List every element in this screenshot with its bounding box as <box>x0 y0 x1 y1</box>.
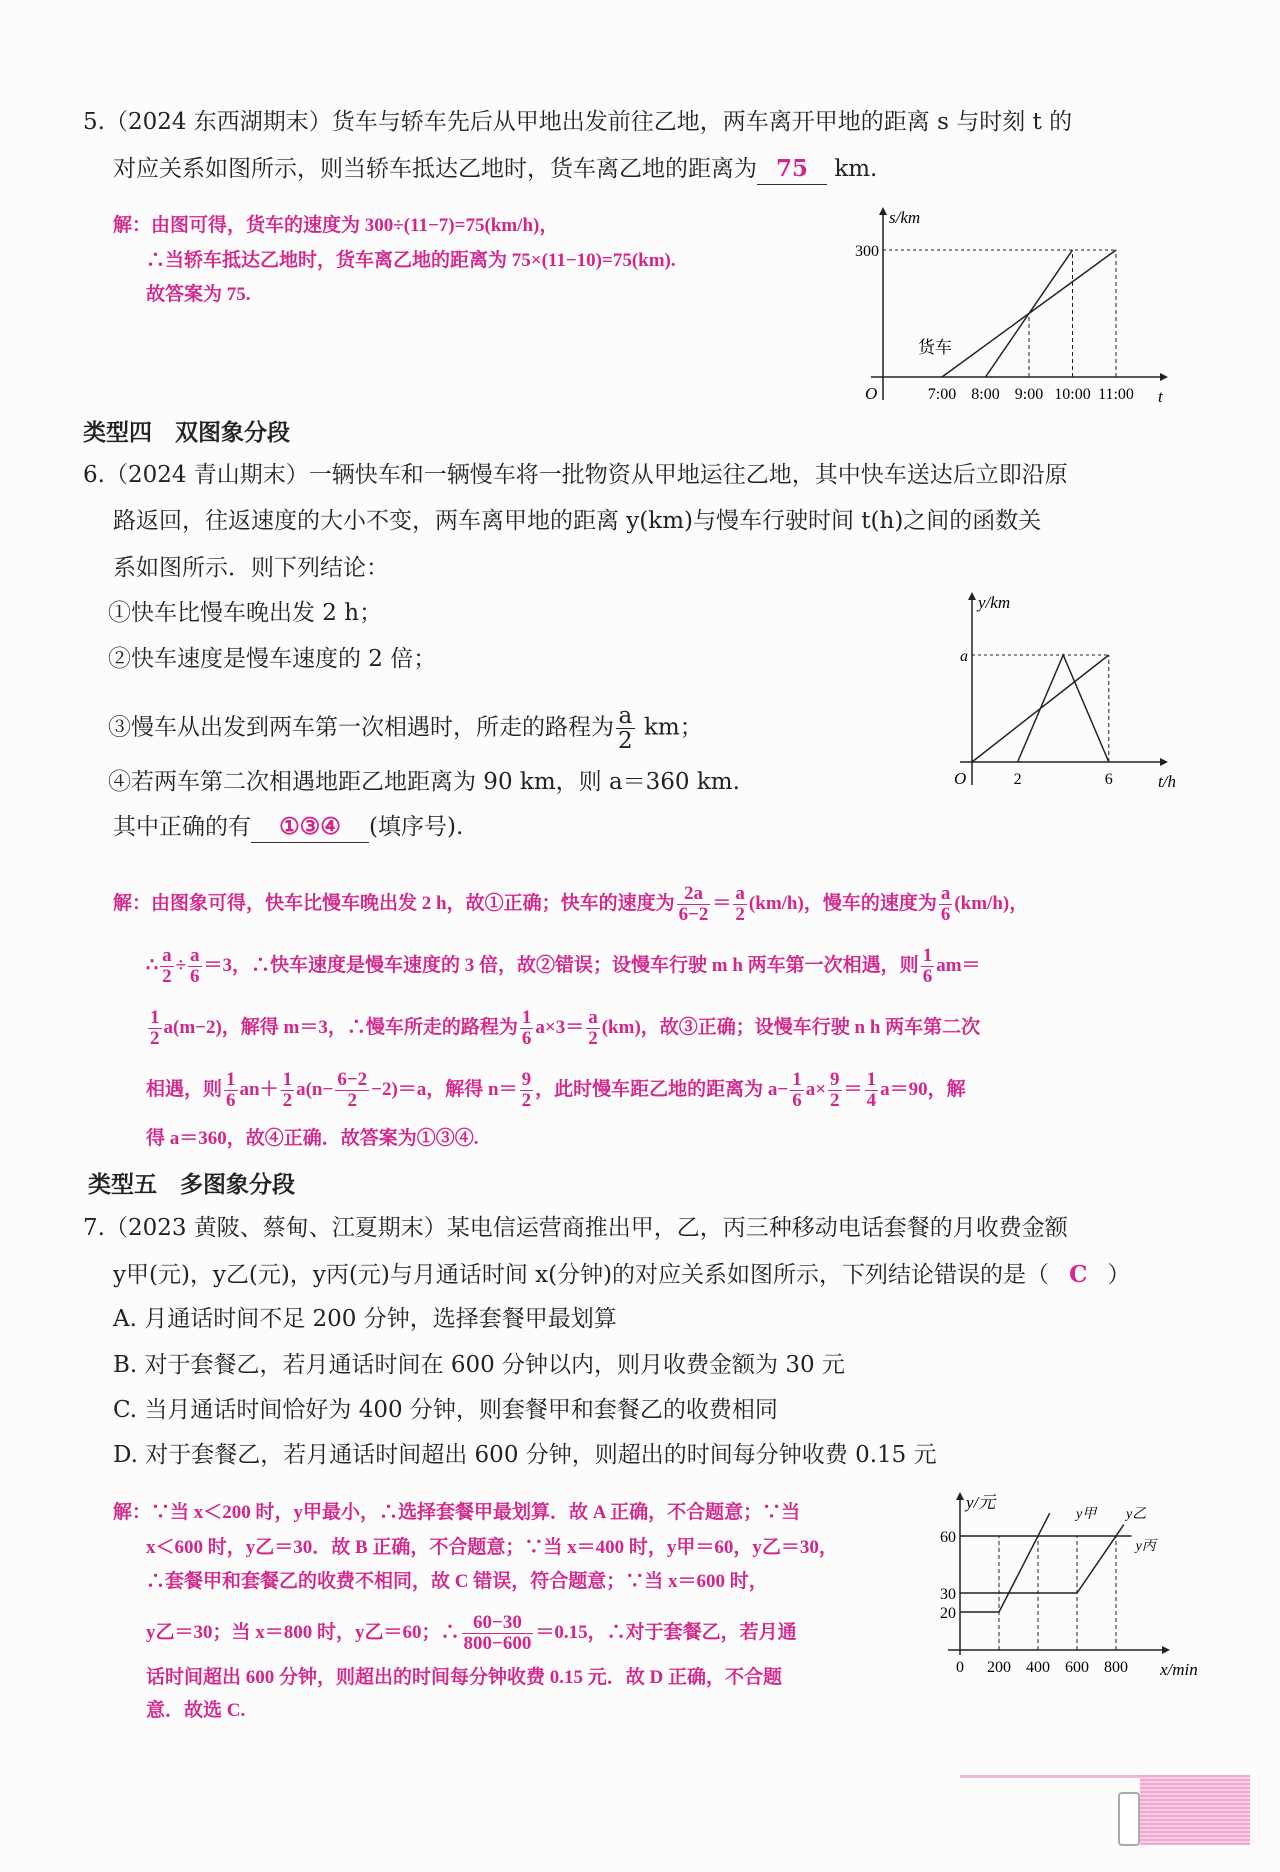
denominator: 2 <box>830 1089 840 1111</box>
q6-item-1: ①快车比慢车晚出发 2 h； <box>108 600 383 626</box>
x-axis-arrow <box>1162 1646 1170 1654</box>
series-line-y甲 <box>960 1513 1050 1612</box>
q7-option-c: C. 当月通话时间恰好为 400 分钟，则套餐甲和套餐乙的收费相同 <box>113 1397 778 1423</box>
numerator: 1 <box>792 1069 802 1090</box>
chart-q7 <box>940 1490 1198 1680</box>
fraction <box>828 1070 842 1111</box>
solution-text: ＝3，∴快车速度是慢车速度的 3 倍，故②错误；设慢车行驶 m h 两车第一次相遇，则 <box>203 954 919 976</box>
q7-option-a: A. 月通话时间不足 200 分钟，选择套餐甲最划算 <box>113 1306 617 1332</box>
solution-text: x＜600 时，y乙＝30．故 B 正确，不合题意；∵当 x＝400 时，y甲＝60，y乙＝30， <box>146 1537 838 1558</box>
solution-text: ∴套餐甲和套餐乙的收费不相同，故 C 错误，符合题意；∵当 x＝600 时， <box>146 1571 768 1592</box>
numerator: a <box>588 1007 598 1028</box>
solution-text: 意．故选 C. <box>146 1700 246 1721</box>
x-tick-label: 10:00 <box>1054 386 1091 403</box>
numerator: a <box>162 945 172 966</box>
solution-text: ＝ <box>712 892 732 914</box>
x-tick-label: 9:00 <box>1014 386 1044 403</box>
fraction <box>921 946 935 987</box>
solution-text: 解：由图象可得，快车比慢车晚出发 2 h，故①正确；快车的速度为 <box>113 892 675 914</box>
solution-line <box>146 1569 768 1595</box>
fraction <box>148 1008 162 1049</box>
x-axis-label: t/h <box>1158 772 1176 791</box>
x-axis-label: x/min <box>1160 1660 1198 1679</box>
solution-text: 解：∵当 x＜200 时，y甲最小，∴选择套餐甲最划算．故 A 正确，不合题意；∵当 <box>113 1502 801 1523</box>
chart-q6 <box>930 590 1180 800</box>
series-line-轿车 <box>986 250 1073 377</box>
solution-line <box>146 946 981 987</box>
x-tick-label: 7:00 <box>927 386 957 403</box>
solution-text: a×3＝ <box>535 1016 585 1038</box>
numerator: 1 <box>922 945 933 966</box>
q6-item-3 <box>108 704 703 753</box>
numerator: 6−2 <box>337 1069 368 1090</box>
fraction <box>462 1613 534 1654</box>
q7-option-d: D. 对于套餐乙，若月通话时间超出 600 分钟，则超出的时间每分钟收费 0.15 元 <box>113 1442 937 1468</box>
q5-solution-1: 解：由图可得，货车的速度为 300÷(11−7)=75(km/h)， <box>113 215 559 236</box>
x-tick-label: 11:00 <box>1098 386 1134 403</box>
q5-solution-3: 故答案为 75. <box>146 284 251 305</box>
solution-text: ，此时慢车距乙地的距离为 a− <box>535 1078 789 1100</box>
x-tick-label: 400 <box>1026 1659 1050 1676</box>
q6-ask <box>113 812 463 843</box>
q6-line-2: 路返回，往返速度的大小不变，两车离甲地的距离 y(km)与慢车行驶时间 t(h)之间的函数关 <box>113 508 1042 534</box>
q6-line-1: 6.（2024 青山期末）一辆快车和一辆慢车将一批物资从甲地运往乙地，其中快车送达后立即沿原 <box>83 462 1068 488</box>
q7-line-1: 7.（2023 黄陂、蔡甸、江夏期末）某电信运营商推出甲，乙，丙三种移动电话套餐的月收费金额 <box>83 1215 1068 1241</box>
solution-line <box>113 1500 800 1526</box>
numerator: 60−30 <box>462 1613 534 1634</box>
x-axis-arrow <box>1160 373 1168 381</box>
solution-text: (km/h)， <box>954 892 1029 914</box>
denominator: 2 <box>618 728 633 755</box>
fraction <box>586 1008 600 1049</box>
origin-label: O <box>865 384 878 403</box>
q6-item-2: ②快车速度是慢车速度的 2 倍； <box>108 646 437 672</box>
numerator: a <box>735 883 745 904</box>
numerator: a <box>190 945 200 966</box>
x-tick-label: 0 <box>956 1659 964 1676</box>
q5-solution-2: ∴当轿车抵达乙地时，货车离乙地的距离为 75×(11−10)=75(km). <box>146 250 676 271</box>
y-tick-label: 60 <box>940 1529 956 1546</box>
fraction <box>520 1008 534 1049</box>
y-tick-label: 30 <box>940 1586 956 1603</box>
fraction <box>677 884 711 925</box>
solution-text: am＝ <box>936 954 981 976</box>
solution-text: a＝90，解 <box>880 1078 966 1100</box>
solution-line <box>146 1613 797 1654</box>
q6-item-4: ④若两车第二次相遇地距乙地距离为 90 km，则 a＝360 km. <box>108 769 740 795</box>
numerator: a <box>616 704 635 729</box>
q5-line-2 <box>113 154 877 185</box>
x-tick-label: 200 <box>987 1659 1011 1676</box>
q7-answer: C <box>1069 1261 1088 1288</box>
solution-line <box>146 1126 479 1152</box>
solution-text: a× <box>805 1078 827 1100</box>
denominator: 6 <box>792 1089 802 1111</box>
q7-close: ） <box>1107 1262 1131 1288</box>
x-axis-label: t <box>1158 387 1163 406</box>
solution-text: ∴ <box>146 954 159 976</box>
denominator: 4 <box>866 1089 877 1111</box>
solution-text: ＝ <box>843 1078 863 1100</box>
series-label-jia: y甲 <box>1076 1507 1097 1522</box>
denominator: 2 <box>521 1089 532 1111</box>
denominator: 6 <box>922 965 933 987</box>
fraction <box>616 704 635 753</box>
solution-text: (km/h)，慢车的速度为 <box>748 892 937 914</box>
y-axis-arrow <box>879 207 887 215</box>
numerator: 9 <box>521 1069 532 1090</box>
solution-line <box>146 1535 838 1561</box>
solution-text: an＋ <box>239 1078 279 1100</box>
fraction <box>224 1070 238 1111</box>
footer-pink-block <box>1140 1775 1250 1845</box>
type4-heading: 类型四 双图象分段 <box>83 420 290 446</box>
solution-line <box>146 1070 966 1111</box>
numerator: 1 <box>226 1069 236 1090</box>
solution-text: 相遇，则 <box>146 1078 223 1100</box>
numerator: 9 <box>830 1069 840 1090</box>
fraction <box>520 1070 534 1111</box>
denominator: 6 <box>521 1027 532 1049</box>
series-line-y乙 <box>960 1525 1124 1593</box>
annotation-truck: 货车 <box>918 338 952 357</box>
series-label-bing: y丙 <box>1135 1539 1156 1554</box>
q7-line-2 <box>113 1260 1130 1290</box>
fraction <box>281 1070 295 1111</box>
y-axis-arrow <box>956 1492 964 1500</box>
x-tick-label: 600 <box>1065 1659 1089 1676</box>
fraction <box>160 946 174 987</box>
solution-text: ÷ <box>175 954 187 976</box>
solution-text: −2)＝a，解得 n＝ <box>371 1078 518 1100</box>
x-tick-label: 2 <box>1013 771 1022 788</box>
x-axis-arrow <box>1160 758 1168 766</box>
series-line-快车 <box>1018 655 1109 762</box>
denominator: 2 <box>735 903 745 925</box>
solution-text: 得 a＝360，故④正确．故答案为①③④. <box>146 1128 479 1149</box>
x-tick-label: 6 <box>1104 771 1113 788</box>
solution-line <box>146 1698 245 1724</box>
solution-text: a(m−2)，解得 m＝3，∴慢车所走的路程为 <box>163 1016 518 1038</box>
q7-line-2-text: y甲(元)，y乙(元)，y丙(元)与月通话时间 x(分钟)的对应关系如图所示，下列结论错误的是（ <box>113 1262 1050 1288</box>
q5-line-2-text: 对应关系如图所示，则当轿车抵达乙地时，货车离乙地的距离为 <box>113 156 757 182</box>
q6-item-3-text: ③慢车从出发到两车第一次相遇时，所走的路程为 <box>108 714 614 741</box>
fraction <box>865 1070 879 1111</box>
x-tick-label: 800 <box>1104 1659 1128 1676</box>
denominator: 2 <box>282 1089 293 1111</box>
q6-line-3: 系如图所示．则下列结论： <box>113 555 389 581</box>
y-axis-label: s/km <box>889 208 921 227</box>
numerator: 1 <box>282 1069 293 1090</box>
q5-unit: km. <box>834 156 878 182</box>
denominator: 6 <box>190 965 200 987</box>
denominator: 6 <box>940 903 951 925</box>
solution-line <box>113 884 1028 925</box>
solution-text: y乙＝30；当 x＝800 时，y乙＝60；∴ <box>146 1621 460 1643</box>
q6-answer-blank: ①③④ <box>251 812 369 843</box>
solution-text: (km)，故③正确；设慢车行驶 n h 两车第二次 <box>601 1016 981 1038</box>
chart-q5 <box>840 205 1180 405</box>
fraction <box>188 946 202 987</box>
y-axis-arrow <box>968 592 976 600</box>
fraction <box>733 884 747 925</box>
numerator: 1 <box>521 1007 532 1028</box>
denominator: 6−2 <box>678 903 709 925</box>
page-tab <box>1118 1792 1140 1846</box>
denominator: 800−600 <box>463 1632 532 1654</box>
type5-heading: 类型五 多图象分段 <box>88 1172 295 1198</box>
numerator: 1 <box>866 1069 877 1090</box>
solution-text: ＝0.15，∴对于套餐乙，若月通 <box>535 1621 797 1643</box>
fraction <box>790 1070 804 1111</box>
numerator: a <box>940 883 951 904</box>
x-tick-label: 8:00 <box>971 386 1000 403</box>
numerator: 1 <box>150 1007 160 1028</box>
solution-line <box>146 1665 782 1691</box>
denominator: 2 <box>347 1089 357 1111</box>
numerator: 2a <box>677 884 711 905</box>
q5-line-1: 5.（2024 东西湖期末）货车与轿车先后从甲地出发前往乙地，两车离开甲地的距离 s 与时刻 t 的 <box>83 109 1073 135</box>
solution-text: 话时间超出 600 分钟，则超出的时间每分钟收费 0.15 元．故 D 正确，不合题 <box>146 1667 782 1688</box>
y-tick-label: a <box>960 648 968 665</box>
denominator: 6 <box>226 1089 236 1111</box>
denominator: 2 <box>150 1027 160 1049</box>
y-axis-label: y/km <box>978 593 1011 612</box>
q6-ask-text: 其中正确的有 <box>113 814 251 840</box>
y-axis-label: y/元 <box>966 1493 996 1512</box>
y-tick-label: 300 <box>855 243 879 260</box>
series-label-yi: y乙 <box>1126 1507 1147 1522</box>
fraction <box>939 884 953 925</box>
origin-label: O <box>954 769 967 788</box>
q7-option-b: B. 对于套餐乙，若月通话时间在 600 分钟以内，则月收费金额为 30 元 <box>113 1352 845 1378</box>
q5-answer-blank: 75 <box>757 154 827 185</box>
q6-ask-tail: (填序号). <box>369 814 464 840</box>
fraction <box>335 1070 369 1111</box>
y-tick-label: 20 <box>940 1605 956 1622</box>
denominator: 2 <box>588 1027 598 1049</box>
solution-line <box>146 1008 980 1049</box>
denominator: 2 <box>162 965 172 987</box>
solution-text: a(n− <box>296 1078 334 1100</box>
q6-item-3-tail: km； <box>643 714 703 741</box>
